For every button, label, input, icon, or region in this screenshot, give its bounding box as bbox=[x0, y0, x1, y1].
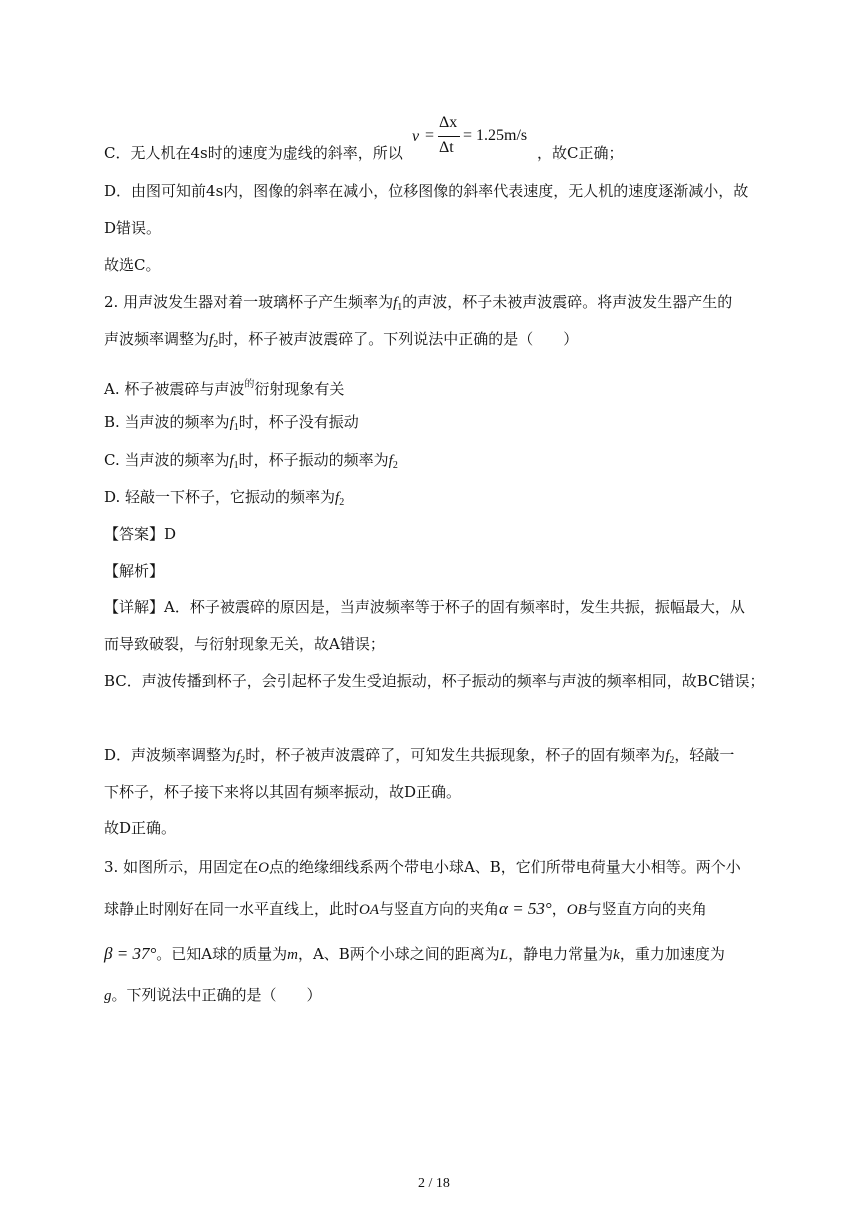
subscript: 1 bbox=[233, 460, 239, 471]
var-f: f bbox=[229, 415, 234, 431]
text: BC．声波传播到杯子，会引起杯子发生受迫振动，杯子振动的频率与声波的频率相同，故BC错误； bbox=[104, 672, 765, 690]
choose-d bbox=[104, 818, 176, 838]
solution-line-d1 bbox=[104, 181, 748, 201]
text: 时，杯子振动的频率为 bbox=[238, 451, 389, 469]
question-2-line1 bbox=[104, 292, 732, 318]
text: D错误。 bbox=[104, 219, 162, 237]
text: ，轻敲一 bbox=[674, 746, 735, 764]
question-3-line1 bbox=[104, 857, 741, 878]
text: 时，杯子没有振动 bbox=[238, 413, 359, 431]
var-f: f bbox=[229, 453, 234, 469]
text: 故D正确。 bbox=[104, 819, 177, 837]
var-g: g bbox=[104, 988, 112, 1004]
formula-eq: = bbox=[425, 127, 435, 144]
text: 衍射现象有关 bbox=[254, 380, 345, 398]
text: 时，杯子被声波震碎了，可知发生共振现象，杯子的固有频率为 bbox=[245, 746, 666, 764]
var-ob: OB bbox=[566, 902, 587, 918]
text: ，重力加速度为 bbox=[619, 945, 725, 963]
var-o: O bbox=[258, 860, 269, 876]
text: 声波频率调整为 bbox=[104, 330, 210, 348]
analysis-heading bbox=[104, 561, 164, 581]
text: 3. 如图所示，用固定在 bbox=[104, 858, 259, 876]
text: 下杯子，杯子接下来将以其固有频率振动，故D正确。 bbox=[104, 783, 462, 801]
text: ，A、B两个小球之间的距离为 bbox=[297, 945, 500, 963]
question-3-line4 bbox=[104, 985, 322, 1006]
subscript: 2 bbox=[392, 460, 398, 471]
var-f: f bbox=[665, 748, 670, 764]
var-k: k bbox=[613, 947, 620, 963]
subscript: 1 bbox=[397, 302, 403, 313]
text: D．声波频率调整为 bbox=[104, 746, 237, 764]
subscript: 2 bbox=[669, 755, 675, 766]
text: ，故C正确； bbox=[537, 144, 624, 162]
detail-bc bbox=[104, 671, 765, 691]
text: 【详解】A．杯子被震碎的原因是，当声波频率等于杯子的固有频率时，发生共振，振幅最大，从 bbox=[104, 598, 745, 616]
formula-eq: = bbox=[463, 127, 473, 144]
subscript: 1 bbox=[233, 422, 239, 433]
question-3-line3 bbox=[104, 944, 725, 965]
text: 【答案】D bbox=[104, 525, 177, 543]
answer bbox=[104, 524, 176, 544]
subscript: 2 bbox=[240, 755, 246, 766]
option-c bbox=[104, 450, 398, 476]
solution-line-d2 bbox=[104, 218, 161, 238]
option-d bbox=[104, 487, 344, 513]
text: 。已知A球的质量为 bbox=[156, 945, 288, 963]
text: 点的绝缘细线系两个带电小球A、B，它们所带电荷量大小相等。两个小 bbox=[268, 858, 741, 876]
text: D．由图可知前4s内，图像的斜率在减小，位移图像的斜率代表速度，无人机的速度逐渐减小，故 bbox=[104, 182, 749, 200]
question-2-line2 bbox=[104, 329, 578, 355]
fraction-bar bbox=[438, 136, 460, 137]
detail-d1 bbox=[104, 745, 734, 771]
solution-line-c bbox=[104, 143, 403, 163]
subscript: 2 bbox=[339, 497, 345, 508]
option-a bbox=[104, 375, 344, 399]
text: 时，杯子被声波震碎了。下列说法中正确的是（ ） bbox=[218, 330, 579, 348]
var-oa: OA bbox=[359, 902, 380, 918]
superscript-de: 的 bbox=[244, 379, 255, 390]
page-number: 2 / 18 bbox=[418, 1176, 450, 1191]
text: 【解析】 bbox=[104, 562, 165, 580]
text: ，静电力常量为 bbox=[508, 945, 614, 963]
text: 而导致破裂，与衍射现象无关，故A错误； bbox=[104, 635, 385, 653]
option-b bbox=[104, 412, 359, 438]
text: C. 当声波的频率为 bbox=[104, 451, 230, 469]
var-f: f bbox=[393, 295, 398, 311]
formula-numerator: Δx bbox=[439, 114, 458, 131]
text: ， bbox=[551, 900, 567, 918]
text: 的声波，杯子未被声波震碎。将声波发生器产生的 bbox=[402, 293, 733, 311]
formula-result: 1.25m/s bbox=[476, 127, 528, 144]
text: 球静止时刚好在同一水平直线上，此时 bbox=[104, 900, 360, 918]
text: A. 杯子被震碎与声波 bbox=[104, 380, 245, 398]
formula-v: v bbox=[412, 128, 420, 145]
solution-line-c-end bbox=[537, 143, 623, 163]
var-l: L bbox=[499, 947, 509, 963]
formula-denominator: Δt bbox=[439, 139, 454, 156]
var-f: f bbox=[335, 490, 340, 506]
text: 与竖直方向的夹角 bbox=[379, 900, 500, 918]
detail-line2 bbox=[104, 634, 385, 654]
choose-c bbox=[104, 255, 160, 275]
text: D. 轻敲一下杯子，它振动的频率为 bbox=[104, 488, 336, 506]
subscript: 2 bbox=[213, 339, 219, 350]
beta-angle: β = 37° bbox=[104, 944, 157, 963]
var-m: m bbox=[287, 947, 298, 963]
var-f: f bbox=[236, 748, 241, 764]
text: C．无人机在4s时的速度为虚线的斜率，所以 bbox=[104, 144, 403, 162]
text: 故选C。 bbox=[104, 256, 161, 274]
var-f: f bbox=[209, 332, 214, 348]
text: B. 当声波的频率为 bbox=[104, 413, 230, 431]
var-f: f bbox=[388, 453, 393, 469]
text: 。下列说法中正确的是（ ） bbox=[111, 986, 322, 1004]
detail-d2 bbox=[104, 782, 461, 802]
text: 2. 用声波发生器对着一玻璃杯子产生频率为 bbox=[104, 293, 394, 311]
detail-line1 bbox=[104, 597, 745, 617]
alpha-angle: α = 53° bbox=[499, 899, 552, 918]
question-3-line2 bbox=[104, 899, 707, 920]
text: 与竖直方向的夹角 bbox=[586, 900, 707, 918]
